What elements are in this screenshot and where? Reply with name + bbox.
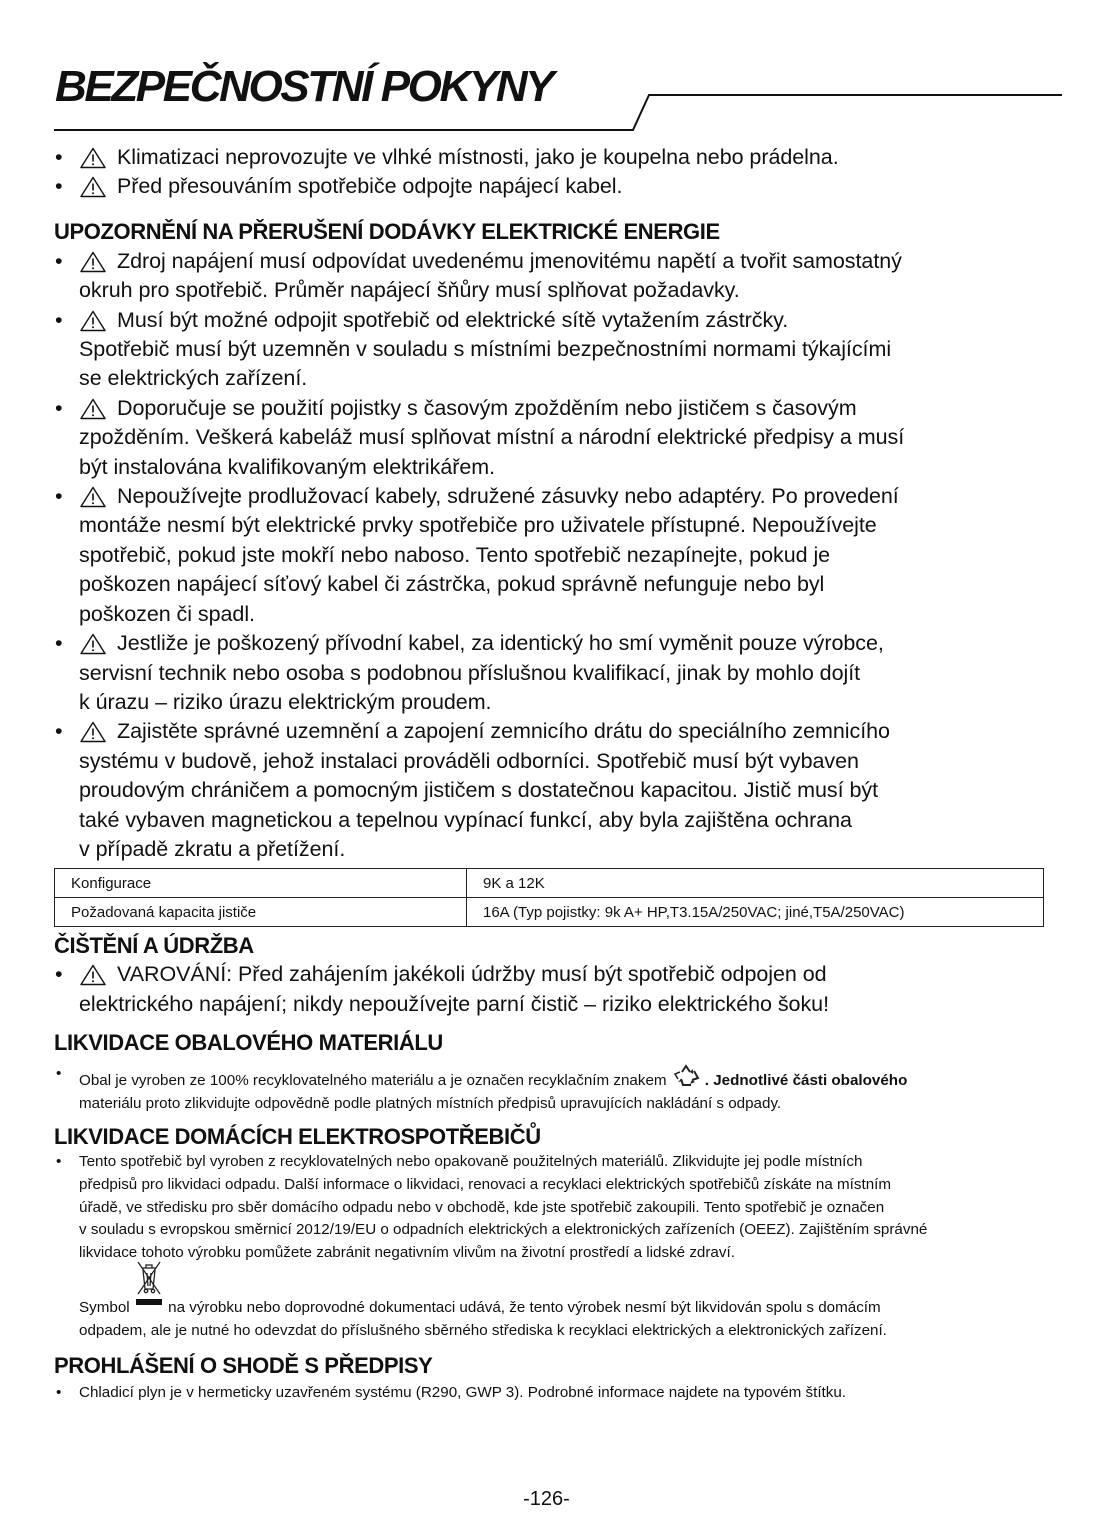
- bullet-item: • Doporučuje se použití pojistky s časovým zpožděním nebo jističem s časovým zpožděním. Veškerá kabeláž musí splňovat místní a národní elektrické předpisy a musí být instalována kvalifikovaným elektrikářem.: [55, 395, 905, 479]
- bullet-item: • Chladicí plyn je v hermeticky uzavřeném systému (R290, GWP 3). Podrobné informace najdete na typovém štítku.: [56, 1383, 847, 1401]
- table-row: [55, 869, 1044, 898]
- table-row: [55, 898, 1044, 927]
- bullet-item: • Obal je vyroben ze 100% recyklovatelného materiálu a je označen recyklačním znakem . Jednotlivé části obalového materiálu proto zlikvidujte odpovědně podle platných místních předpisů upravujících nakládání s odpady.: [56, 1065, 908, 1112]
- bullet-item: • Musí být možné odpojit spotřebič od elektrické sítě vytažením zástrčky. Spotřebič musí být uzemněn v souladu s místními bezpečnostními normami týkajícími se elektrických zařízení.: [55, 307, 892, 391]
- title-rule: [0, 0, 1093, 140]
- spec-table: [54, 868, 1044, 927]
- page-number: -126-: [523, 1488, 570, 1510]
- bullet-item: • Zdroj napájení musí odpovídat uvedenému jmenovitému napětí a tvořit samostatný okruh pro spotřebič. Průměr napájecí šňůry musí splňovat požadavky.: [55, 248, 902, 303]
- recycling-symbol-icon: [673, 1063, 703, 1089]
- bullet-item: • Tento spotřebič byl vyroben z recyklovatelných nebo opakovaně použitelných materiálů. Zlikvidujte jej podle místních předpisů pro likvidaci odpadu. Další informace o likvidaci, renovaci a recyklaci elektrických spotřebičů získáte na místním úřadě, ve středisku pro sběr domácího odpadu nebo v obchodě, kde jste spotřebič zakoupili. Tento spotřebič je označen v souladu s evropskou směrnicí 2012/19/EU o odpadních elektrických a elektronických zařízeních (OEEZ). Zajištěním správné likvidace tohoto výrobku pomůžete zabránit negativním vlivům na životní prostředí a lidské zdraví.: [56, 1153, 928, 1261]
- warning-triangle-icon: [79, 486, 109, 506]
- table-cell: 9K a 12K: [467, 869, 1044, 898]
- table-cell: Konfigurace: [55, 869, 467, 898]
- section-heading-packaging: LIKVIDACE OBALOVÉHO MATERIÁLU: [54, 1030, 443, 1056]
- weee-symbol-paragraph: Symbol na výrobku nebo doprovodné dokumentaci udává, že tento výrobek nesmí být likvidován spolu s domácím odpadem, ale je nutné ho odevzdat do příslušného sběrného střediska k recyklaci elektrických a elektronických zařízení.: [54, 1294, 1064, 1342]
- warning-triangle-icon: [79, 398, 109, 418]
- section-heading-conformity: PROHLÁŠENÍ O SHODĚ S PŘEDPISY: [54, 1352, 433, 1378]
- warning-triangle-icon: [79, 147, 109, 167]
- warning-triangle-icon: [79, 633, 109, 653]
- bullet-item: • Klimatizaci neprovozujte ve vlhké místnosti, jako je koupelna nebo prádelna.: [55, 145, 839, 169]
- bullet-item: • Zajistěte správné uzemnění a zapojení zemnicího drátu do speciálního zemnicího systému v budově, jehož instalaci prováděli odborníci. Spotřebič musí být vybaven proudovým chráničem a pomocným jističem s dostatečnou kapacitou. Jistič musí být také vybaven magnetickou a tepelnou vypínací funkcí, aby byla zajištěna ochrana v případě zkratu a přetížení.: [55, 719, 890, 861]
- warning-triangle-icon: [79, 176, 109, 196]
- section-heading-cleaning: ČIŠTĚNÍ A ÚDRŽBA: [54, 933, 254, 959]
- content: [54, 143, 1064, 1404]
- warning-triangle-icon: [79, 310, 109, 330]
- warning-triangle-icon: [79, 721, 109, 741]
- table-cell: 16A (Typ pojistky: 9k A+ HP,T3.15A/250VAC; jiné,T5A/250VAC): [467, 898, 1044, 927]
- page-title: BEZPEČNOSTNÍ POKYNY: [55, 62, 553, 111]
- section-heading-weee: LIKVIDACE DOMÁCÍCH ELEKTROSPOTŘEBIČŮ: [54, 1124, 541, 1150]
- bullet-item: • VAROVÁNÍ: Před zahájením jakékoli údržby musí být spotřebič odpojen od elektrického napájení; nikdy nepoužívejte parní čistič – riziko elektrického šoku!: [55, 962, 829, 1016]
- bullet-item: • Nepoužívejte prodlužovací kabely, sdružené zásuvky nebo adaptéry. Po provedení montáže nesmí být elektrické prvky spotřebiče pro uživatele přístupné. Nepoužívejte spotřebič, pokud jste mokří nebo naboso. Tento spotřebič nezapínejte, pokud je poškozen napájecí síťový kabel či zástrčka, pokud správně nefunguje nebo byl poškozen či spadl.: [55, 484, 899, 626]
- section-heading-power: UPOZORNĚNÍ NA PŘERUŠENÍ DODÁVKY ELEKTRICKÉ ENERGIE: [54, 218, 720, 244]
- bullet-item: • Jestliže je poškozený přívodní kabel, za identický ho smí vyměnit pouze výrobce, servisní technik nebo osoba s podobnou příslušnou kvalifikací, jinak by mohlo dojít k úrazu – riziko úrazu elektrickým proudem.: [55, 631, 884, 714]
- table-cell: Požadovaná kapacita jističe: [55, 898, 467, 927]
- crossed-bin-icon: [134, 1294, 164, 1314]
- warning-triangle-icon: [79, 964, 109, 984]
- warning-triangle-icon: [79, 251, 109, 271]
- bullet-item: • Před přesouváním spotřebiče odpojte napájecí kabel.: [55, 174, 623, 199]
